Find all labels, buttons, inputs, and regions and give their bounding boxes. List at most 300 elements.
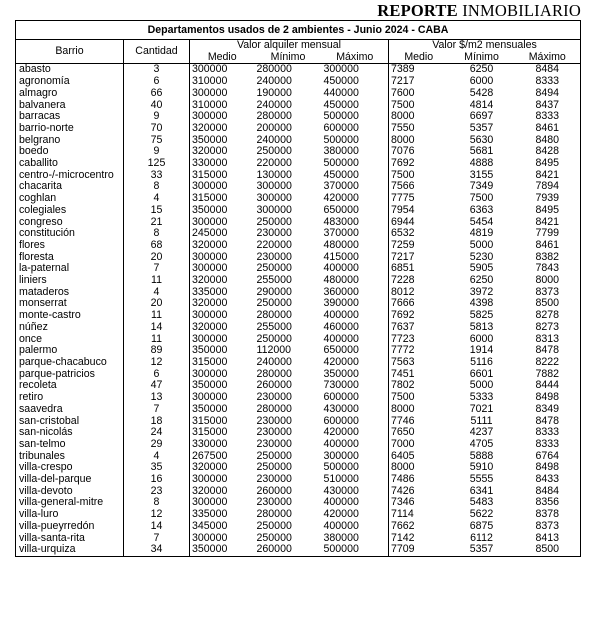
cell-m2-maximo: 8484 — [515, 64, 581, 76]
cell-m2-minimo: 5357 — [449, 544, 515, 556]
cell-alquiler-medio: 320000 — [190, 462, 255, 474]
table-row — [16, 181, 581, 193]
cell-m2-minimo: 6875 — [469, 520, 494, 532]
cell-cantidad: 20 — [124, 298, 190, 310]
cell-m2-minimo: 7500 — [469, 193, 494, 205]
cell-m2-maximo: 7843 — [515, 263, 581, 275]
cell-cantidad: 7 — [124, 533, 190, 545]
cell-barrio: liniers — [16, 275, 124, 287]
cell-m2-maximo: 8373 — [515, 521, 581, 533]
table-row — [16, 533, 581, 545]
cell-cantidad: 125 — [124, 158, 190, 170]
cell-alquiler-minimo: 280000 — [256, 310, 292, 322]
cell-alquiler-medio: 300000 — [190, 217, 255, 229]
cell-m2-medio: 8000 — [389, 404, 449, 416]
cell-cantidad: 11 — [124, 310, 190, 322]
table-body — [16, 64, 581, 557]
cell-m2-medio: 7662 — [389, 521, 449, 533]
cell-alquiler-medio: 350000 — [190, 345, 255, 357]
cell-alquiler-maximo: 500000 — [323, 134, 359, 146]
cell-alquiler-maximo: 510000 — [323, 474, 359, 486]
table-row — [16, 146, 581, 158]
cell-cantidad: 24 — [124, 427, 190, 439]
cell-m2-medio: 6944 — [389, 217, 449, 229]
cell-m2-maximo: 8461 — [515, 123, 581, 135]
cell-m2-medio: 8000 — [389, 135, 449, 147]
cell-alquiler-medio: 310000 — [190, 100, 255, 112]
cell-alquiler-minimo: 260000 — [255, 544, 322, 556]
cell-m2-minimo: 4888 — [469, 158, 494, 170]
cell-alquiler-minimo: 280000 — [256, 509, 292, 521]
cell-m2-maximo: 8333 — [515, 111, 581, 123]
table-row — [16, 100, 581, 112]
cell-alquiler-maximo: 370000 — [323, 181, 359, 193]
cell-cantidad: 68 — [124, 240, 190, 252]
cell-m2-medio: 7692 — [389, 158, 449, 170]
cell-barrio: balvanera — [16, 100, 124, 112]
cell-alquiler-maximo: 400000 — [323, 497, 359, 509]
cell-m2-minimo: 6250 — [469, 63, 494, 76]
cell-barrio: coghlan — [16, 193, 124, 205]
cell-m2-medio: 7076 — [389, 146, 449, 158]
cell-alquiler-minimo: 250000 — [256, 263, 292, 275]
subheader-alquiler-medio: Medio — [190, 52, 255, 64]
cell-alquiler-minimo: 250000 — [256, 532, 292, 544]
table-row — [16, 158, 581, 170]
cell-alquiler-maximo: 400000 — [323, 520, 359, 532]
cell-barrio: flores — [16, 240, 124, 252]
cell-alquiler-maximo: 420000 — [323, 509, 359, 521]
cell-m2-minimo: 4237 — [469, 427, 494, 439]
cell-cantidad: 9 — [124, 111, 190, 123]
cell-m2-minimo: 5825 — [469, 310, 494, 322]
table-row — [16, 369, 581, 381]
cell-alquiler-minimo: 260000 — [256, 485, 292, 497]
table-row — [16, 497, 581, 509]
cell-barrio: once — [16, 334, 124, 346]
cell-m2-maximo: 7894 — [515, 181, 581, 193]
cell-alquiler-medio: 315000 — [190, 416, 255, 428]
cell-m2-minimo: 3972 — [469, 286, 494, 298]
cell-m2-minimo: 5910 — [469, 462, 494, 474]
cell-alquiler-medio: 245000 — [190, 228, 255, 240]
table-row — [16, 439, 581, 451]
cell-alquiler-minimo: 280000 — [256, 111, 292, 123]
cell-m2-minimo: 6000 — [469, 333, 494, 345]
cell-cantidad: 7 — [124, 404, 190, 416]
cell-alquiler-minimo: 250000 — [256, 450, 292, 462]
cell-barrio: tribunales — [16, 451, 124, 463]
cell-alquiler-maximo: 440000 — [323, 87, 359, 99]
cell-cantidad: 4 — [124, 193, 190, 205]
cell-alquiler-minimo: 230000 — [256, 427, 292, 439]
cell-m2-minimo: 5111 — [470, 415, 493, 427]
cell-alquiler-minimo: 250000 — [256, 216, 292, 228]
cell-alquiler-maximo: 420000 — [323, 193, 359, 205]
cell-barrio: agronomía — [16, 76, 124, 88]
cell-cantidad: 40 — [124, 100, 190, 112]
cell-cantidad: 11 — [124, 334, 190, 346]
cell-alquiler-medio: 350000 — [190, 404, 255, 416]
cell-alquiler-medio: 350000 — [190, 544, 255, 556]
cell-m2-medio: 7637 — [389, 322, 449, 334]
table-row — [16, 416, 581, 428]
cell-m2-medio: 7775 — [389, 193, 449, 205]
cell-alquiler-medio: 315000 — [190, 357, 255, 369]
cell-alquiler-minimo: 300000 — [256, 181, 292, 193]
cell-alquiler-minimo: 250000 — [256, 333, 292, 345]
cell-m2-medio: 7389 — [389, 64, 449, 76]
cell-alquiler-maximo: 500000 — [323, 158, 359, 170]
cell-alquiler-minimo: 260000 — [256, 380, 292, 392]
cell-alquiler-minimo: 280000 — [256, 403, 292, 415]
cell-alquiler-medio: 300000 — [190, 310, 255, 322]
cell-m2-medio: 7500 — [389, 170, 449, 182]
cell-m2-maximo: 8333 — [515, 427, 581, 439]
cell-m2-minimo: 1914 — [469, 345, 494, 357]
cell-barrio: núñez — [16, 322, 124, 334]
cell-barrio: boedo — [16, 146, 124, 158]
cell-alquiler-medio: 350000 — [190, 135, 255, 147]
cell-alquiler-medio: 335000 — [190, 509, 255, 521]
cell-barrio: palermo — [16, 345, 124, 357]
cell-m2-minimo: 6000 — [469, 76, 494, 88]
group-header-alquiler: Valor alquiler mensual — [190, 40, 389, 52]
cell-cantidad: 75 — [124, 135, 190, 147]
table-row — [16, 88, 581, 100]
cell-alquiler-medio: 300000 — [190, 474, 255, 486]
table-row — [16, 76, 581, 88]
table-row — [16, 486, 581, 498]
cell-m2-minimo: 5483 — [469, 497, 494, 509]
rental-report-table — [15, 20, 581, 557]
cell-barrio: villa-pueyrredón — [16, 521, 124, 533]
cell-m2-maximo: 8480 — [515, 135, 581, 147]
cell-m2-medio: 7723 — [389, 334, 449, 346]
cell-alquiler-minimo: 190000 — [256, 87, 292, 99]
cell-m2-minimo: 7021 — [469, 403, 494, 415]
cell-alquiler-minimo: 240000 — [256, 134, 292, 146]
cell-alquiler-medio: 330000 — [190, 158, 255, 170]
subheader-m2-minimo: Mínimo — [449, 52, 515, 64]
cell-barrio: villa-luro — [16, 509, 124, 521]
cell-m2-medio: 7692 — [389, 310, 449, 322]
cell-alquiler-maximo: 483000 — [323, 216, 359, 228]
table-row — [16, 392, 581, 404]
cell-alquiler-medio: 315000 — [190, 427, 255, 439]
cell-m2-medio: 7217 — [389, 76, 449, 88]
cell-m2-maximo: 8278 — [515, 310, 581, 322]
cell-alquiler-minimo: 220000 — [256, 158, 292, 170]
cell-barrio: san-cristobal — [16, 416, 124, 428]
subheader-m2-medio: Medio — [389, 52, 449, 64]
cell-m2-maximo: 8000 — [515, 275, 581, 287]
cell-alquiler-medio: 315000 — [190, 170, 255, 182]
cell-barrio: barracas — [16, 111, 124, 123]
brand-logo — [377, 1, 581, 21]
column-header-cantidad: Cantidad — [124, 40, 190, 64]
cell-alquiler-maximo: 380000 — [323, 532, 359, 544]
cell-alquiler-maximo: 430000 — [323, 403, 359, 415]
cell-m2-medio: 8012 — [389, 287, 449, 299]
cell-cantidad: 8 — [124, 497, 190, 509]
cell-m2-minimo: 5333 — [469, 392, 494, 404]
cell-alquiler-maximo: 460000 — [323, 321, 359, 333]
cell-m2-maximo: 8461 — [515, 240, 581, 252]
cell-alquiler-medio: 267500 — [190, 451, 255, 463]
cell-cantidad: 3 — [124, 64, 190, 76]
column-header-barrio: Barrio — [16, 40, 124, 64]
cell-m2-minimo: 5888 — [469, 450, 494, 462]
cell-m2-minimo: 5813 — [469, 321, 494, 333]
cell-m2-minimo: 7349 — [469, 181, 494, 193]
table-row — [16, 170, 581, 182]
cell-alquiler-maximo: 420000 — [323, 356, 359, 368]
table-row — [16, 205, 581, 217]
table-row — [16, 345, 581, 357]
cell-cantidad: 29 — [124, 439, 190, 451]
cell-barrio: villa-urquiza — [16, 544, 124, 556]
cell-m2-minimo: 3155 — [469, 169, 494, 181]
cell-alquiler-maximo: 600000 — [323, 415, 359, 427]
subheader-alquiler-minimo: Mínimo — [255, 52, 322, 64]
cell-alquiler-medio: 300000 — [190, 497, 255, 509]
cell-m2-maximo: 8495 — [515, 158, 581, 170]
cell-cantidad: 89 — [124, 345, 190, 357]
cell-m2-minimo: 4398 — [469, 298, 494, 310]
cell-cantidad: 11 — [124, 275, 190, 287]
cell-barrio: saavedra — [16, 404, 124, 416]
cell-alquiler-minimo: 230000 — [256, 415, 292, 427]
cell-barrio: la-paternal — [16, 263, 124, 275]
table-title: Departamentos usados de 2 ambientes - Junio 2024 - CABA — [16, 21, 581, 40]
cell-barrio: chacarita — [16, 181, 124, 193]
cell-m2-medio: 7500 — [389, 100, 449, 112]
table-row — [16, 111, 581, 123]
cell-cantidad: 47 — [124, 380, 190, 392]
table-row — [16, 193, 581, 205]
cell-alquiler-minimo: 300000 — [256, 204, 292, 216]
table-row — [16, 217, 581, 229]
cell-alquiler-maximo: 400000 — [323, 310, 359, 322]
cell-m2-maximo: 8333 — [515, 439, 581, 451]
cell-m2-minimo: 5681 — [469, 146, 494, 158]
cell-m2-medio: 7114 — [389, 509, 449, 521]
cell-alquiler-medio: 300000 — [190, 369, 255, 381]
brand-word-reporte: REPORTE — [377, 1, 458, 20]
cell-alquiler-medio: 300000 — [190, 334, 255, 346]
cell-alquiler-maximo: 370000 — [323, 228, 359, 240]
table-row — [16, 287, 581, 299]
cell-alquiler-medio: 300000 — [190, 111, 255, 123]
brand-word-inmobiliario: INMOBILIARIO — [462, 1, 581, 20]
cell-barrio: retiro — [16, 392, 124, 404]
cell-alquiler-medio: 300000 — [190, 181, 255, 193]
cell-alquiler-medio: 320000 — [190, 322, 255, 334]
table-row — [16, 310, 581, 322]
cell-cantidad: 7 — [124, 263, 190, 275]
cell-alquiler-minimo: 200000 — [256, 122, 292, 134]
cell-m2-medio: 6532 — [389, 228, 449, 240]
cell-cantidad: 16 — [124, 474, 190, 486]
cell-cantidad: 6 — [124, 369, 190, 381]
table-row — [16, 334, 581, 346]
cell-cantidad: 9 — [124, 146, 190, 158]
cell-alquiler-medio: 320000 — [190, 240, 255, 252]
cell-barrio: san-telmo — [16, 439, 124, 451]
cell-alquiler-minimo: 255000 — [256, 275, 292, 287]
cell-m2-medio: 7346 — [389, 497, 449, 509]
cell-barrio: caballito — [16, 158, 124, 170]
table-row — [16, 451, 581, 463]
cell-alquiler-minimo: 230000 — [256, 474, 292, 486]
cell-m2-medio: 7802 — [389, 380, 449, 392]
cell-m2-maximo: 8313 — [515, 334, 581, 346]
cell-alquiler-maximo: 450000 — [323, 76, 359, 88]
cell-alquiler-minimo: 112000 — [256, 345, 292, 357]
cell-m2-medio: 7650 — [389, 427, 449, 439]
cell-alquiler-minimo: 250000 — [256, 520, 292, 532]
cell-cantidad: 66 — [124, 88, 190, 100]
cell-cantidad: 33 — [124, 170, 190, 182]
cell-alquiler-minimo: 230000 — [256, 251, 292, 263]
cell-barrio: villa-devoto — [16, 486, 124, 498]
cell-m2-medio: 7451 — [389, 369, 449, 381]
cell-barrio: centro-/-microcentro — [16, 170, 124, 182]
cell-alquiler-maximo: 300000 — [323, 63, 359, 76]
cell-m2-minimo: 5905 — [469, 263, 494, 275]
cell-alquiler-maximo: 600000 — [323, 392, 359, 404]
cell-alquiler-maximo: 420000 — [323, 427, 359, 439]
cell-m2-medio: 7550 — [389, 123, 449, 135]
cell-m2-minimo: 6341 — [469, 485, 494, 497]
cell-m2-minimo: 5230 — [469, 251, 494, 263]
table-row — [16, 64, 581, 76]
cell-alquiler-maximo: 480000 — [323, 239, 359, 251]
cell-cantidad: 12 — [124, 509, 190, 521]
cell-barrio: villa-santa-rita — [16, 533, 124, 545]
table-row — [16, 357, 581, 369]
cell-m2-medio: 7772 — [389, 345, 449, 357]
cell-alquiler-maximo: 600000 — [323, 122, 359, 134]
cell-cantidad: 18 — [124, 416, 190, 428]
cell-m2-minimo: 5357 — [469, 122, 494, 134]
table-row — [16, 544, 581, 556]
cell-cantidad: 8 — [124, 181, 190, 193]
cell-m2-maximo: 8478 — [515, 345, 581, 357]
cell-alquiler-maximo: 400000 — [323, 333, 359, 345]
cell-m2-medio: 7566 — [389, 181, 449, 193]
table-row — [16, 263, 581, 275]
table-row — [16, 240, 581, 252]
cell-m2-maximo: 8500 — [515, 298, 581, 310]
cell-alquiler-maximo: 400000 — [323, 263, 359, 275]
cell-alquiler-medio: 320000 — [190, 275, 255, 287]
cell-m2-maximo: 8378 — [515, 509, 581, 521]
cell-alquiler-medio: 300000 — [190, 533, 255, 545]
cell-barrio: colegiales — [16, 205, 124, 217]
cell-cantidad: 14 — [124, 521, 190, 533]
cell-alquiler-maximo: 415000 — [323, 251, 359, 263]
cell-alquiler-minimo: 250000 — [256, 146, 292, 158]
table-row — [16, 427, 581, 439]
cell-m2-maximo: 8444 — [515, 380, 581, 392]
cell-alquiler-maximo: 430000 — [323, 485, 359, 497]
cell-m2-maximo: 8437 — [515, 100, 581, 112]
cell-m2-maximo: 8433 — [515, 474, 581, 486]
cell-m2-medio: 8000 — [389, 462, 449, 474]
cell-m2-minimo: 4814 — [469, 99, 494, 111]
cell-alquiler-minimo: 255000 — [256, 321, 292, 333]
cell-barrio: villa-del-parque — [16, 474, 124, 486]
cell-cantidad: 70 — [124, 123, 190, 135]
cell-alquiler-minimo: 250000 — [256, 462, 292, 474]
cell-m2-maximo: 8373 — [515, 287, 581, 299]
cell-barrio: monserrat — [16, 298, 124, 310]
cell-cantidad: 34 — [124, 544, 190, 556]
cell-m2-maximo: 8349 — [515, 404, 581, 416]
cell-alquiler-minimo: 230000 — [256, 438, 292, 450]
cell-m2-maximo: 8428 — [515, 146, 581, 158]
cell-m2-medio: 7217 — [389, 252, 449, 264]
cell-m2-maximo: 8413 — [515, 533, 581, 545]
cell-alquiler-medio: 320000 — [190, 298, 255, 310]
cell-alquiler-minimo: 300000 — [256, 193, 292, 205]
cell-m2-medio: 7500 — [389, 392, 449, 404]
cell-cantidad: 15 — [124, 205, 190, 217]
cell-alquiler-medio: 310000 — [190, 76, 255, 88]
cell-alquiler-minimo: 240000 — [256, 76, 292, 88]
cell-alquiler-medio: 320000 — [190, 486, 255, 498]
cell-alquiler-maximo: 650000 — [323, 345, 359, 357]
cell-m2-minimo: 4819 — [469, 228, 494, 240]
cell-alquiler-maximo: 480000 — [323, 275, 359, 287]
cell-alquiler-maximo: 650000 — [323, 204, 359, 216]
cell-alquiler-maximo: 500000 — [322, 544, 389, 556]
cell-m2-medio: 7563 — [389, 357, 449, 369]
cell-cantidad: 6 — [124, 76, 190, 88]
cell-barrio: mataderos — [16, 287, 124, 299]
cell-barrio: floresta — [16, 252, 124, 264]
cell-alquiler-minimo: 280000 — [256, 368, 292, 380]
table-row — [16, 123, 581, 135]
subheader-m2-maximo: Máximo — [515, 52, 581, 64]
cell-alquiler-medio: 320000 — [190, 146, 255, 158]
cell-cantidad: 14 — [124, 322, 190, 334]
cell-m2-medio: 7426 — [389, 486, 449, 498]
table-row — [16, 135, 581, 147]
cell-barrio: abasto — [16, 64, 124, 76]
table-row — [16, 228, 581, 240]
cell-m2-maximo: 8356 — [515, 497, 581, 509]
cell-alquiler-maximo: 500000 — [323, 462, 359, 474]
table-row — [16, 474, 581, 486]
cell-m2-minimo: 6697 — [469, 111, 494, 123]
cell-barrio: constitución — [16, 228, 124, 240]
cell-m2-medio: 7954 — [389, 205, 449, 217]
cell-alquiler-minimo: 290000 — [256, 286, 292, 298]
cell-m2-medio: 7000 — [389, 439, 449, 451]
cell-alquiler-medio: 335000 — [190, 287, 255, 299]
cell-m2-minimo: 4705 — [469, 438, 494, 450]
cell-cantidad: 12 — [124, 357, 190, 369]
cell-alquiler-minimo: 250000 — [256, 298, 292, 310]
cell-m2-minimo: 6112 — [470, 532, 493, 544]
cell-alquiler-maximo: 360000 — [323, 286, 359, 298]
cell-cantidad: 8 — [124, 228, 190, 240]
cell-alquiler-medio: 350000 — [190, 205, 255, 217]
cell-barrio: villa-crespo — [16, 462, 124, 474]
